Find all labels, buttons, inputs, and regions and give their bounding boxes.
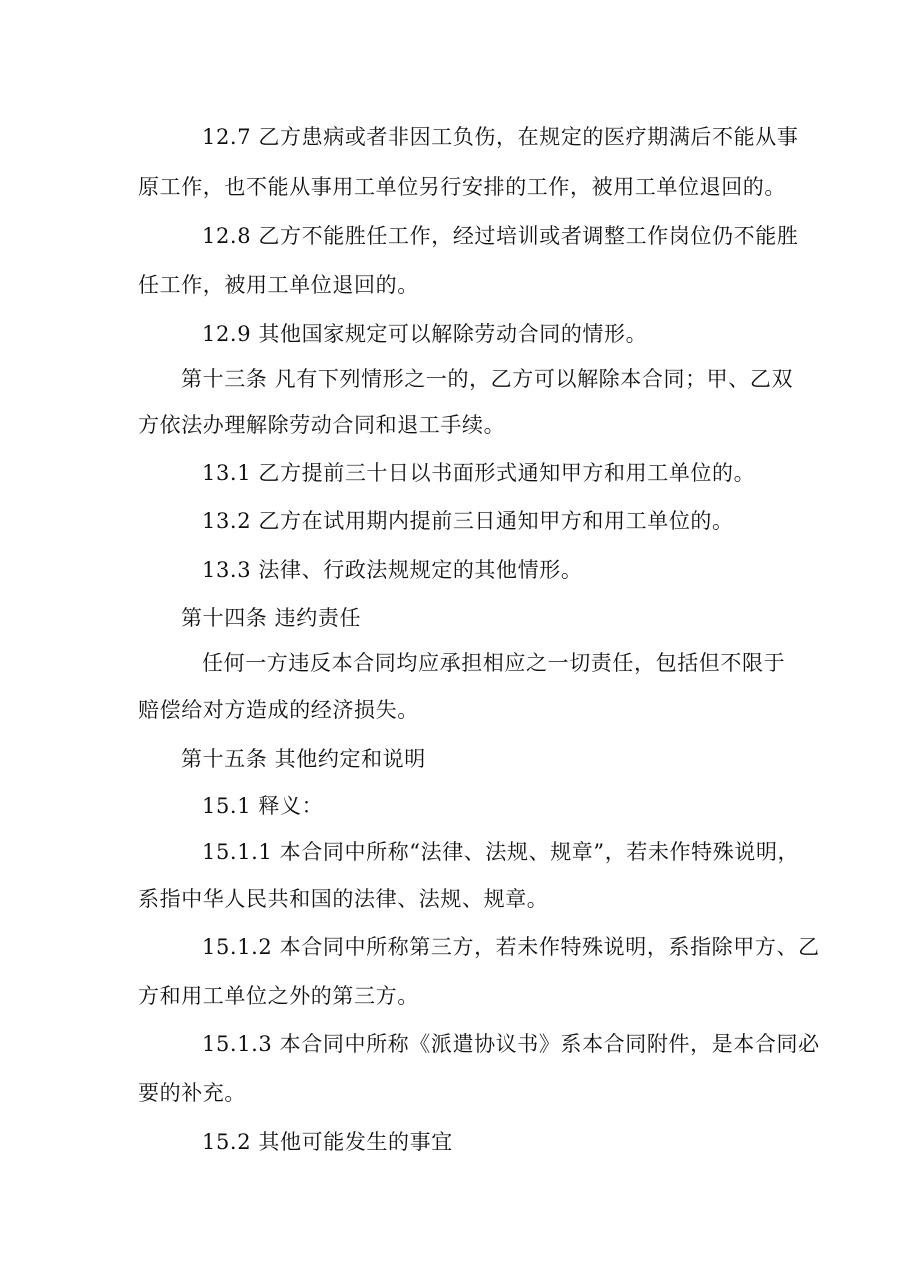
article-13-line-2: 方依法办理解除劳动合同和退工手续。 [138, 413, 506, 437]
clause-15-1-3-line-2: 要的补充。 [138, 1081, 246, 1105]
clause-15-1-3-line-1: 15.1.3 本合同中所称《派遣协议书》系本合同附件，是本合同必 [202, 1032, 820, 1056]
article-14-heading: 第十四条 违约责任 [181, 606, 362, 630]
article-14-text-line-2: 赔偿给对方造成的经济损失。 [138, 698, 419, 722]
clause-15-1-1-line-1: 15.1.1 本合同中所称“法律、法规、规章”，若未作特殊说明， [202, 840, 800, 864]
clause-15-1: 15.1 释义： [202, 794, 324, 818]
clause-15-1-1-line-2: 系指中华人民共和国的法律、法规、规章。 [138, 887, 549, 911]
clause-15-2: 15.2 其他可能发生的事宜 [202, 1130, 453, 1154]
clause-15-1-2-line-1: 15.1.2 本合同中所称第三方，若未作特殊说明，系指除甲方、乙 [202, 935, 820, 959]
article-15-heading: 第十五条 其他约定和说明 [181, 747, 426, 771]
clause-13-1: 13.1 乙方提前三十日以书面形式通知甲方和用工单位的。 [202, 461, 756, 485]
clause-15-1-2-line-2: 方和用工单位之外的第三方。 [138, 984, 419, 1008]
clause-12-7-line-2: 原工作，也不能从事用工单位另行安排的工作，被用工单位退回的。 [138, 175, 786, 199]
clause-12-7-line-1: 12.7 乙方患病或者非因工负伤，在规定的医疗期满后不能从事 [202, 125, 799, 149]
clause-13-2: 13.2 乙方在试用期内提前三日通知甲方和用工单位的。 [202, 509, 734, 533]
article-13-line-1: 第十三条 凡有下列情形之一的，乙方可以解除本合同；甲、乙双 [181, 367, 794, 391]
clause-12-8-line-2: 任工作，被用工单位退回的。 [138, 273, 419, 297]
article-14-text-line-1: 任何一方违反本合同均应承担相应之一切责任，包括但不限于 [202, 651, 786, 675]
clause-12-9: 12.9 其他国家规定可以解除劳动合同的情形。 [202, 322, 648, 346]
clause-13-3: 13.3 法律、行政法规规定的其他情形。 [202, 558, 583, 582]
clause-12-8-line-1: 12.8 乙方不能胜任工作，经过培训或者调整工作岗位仍不能胜 [202, 224, 799, 248]
